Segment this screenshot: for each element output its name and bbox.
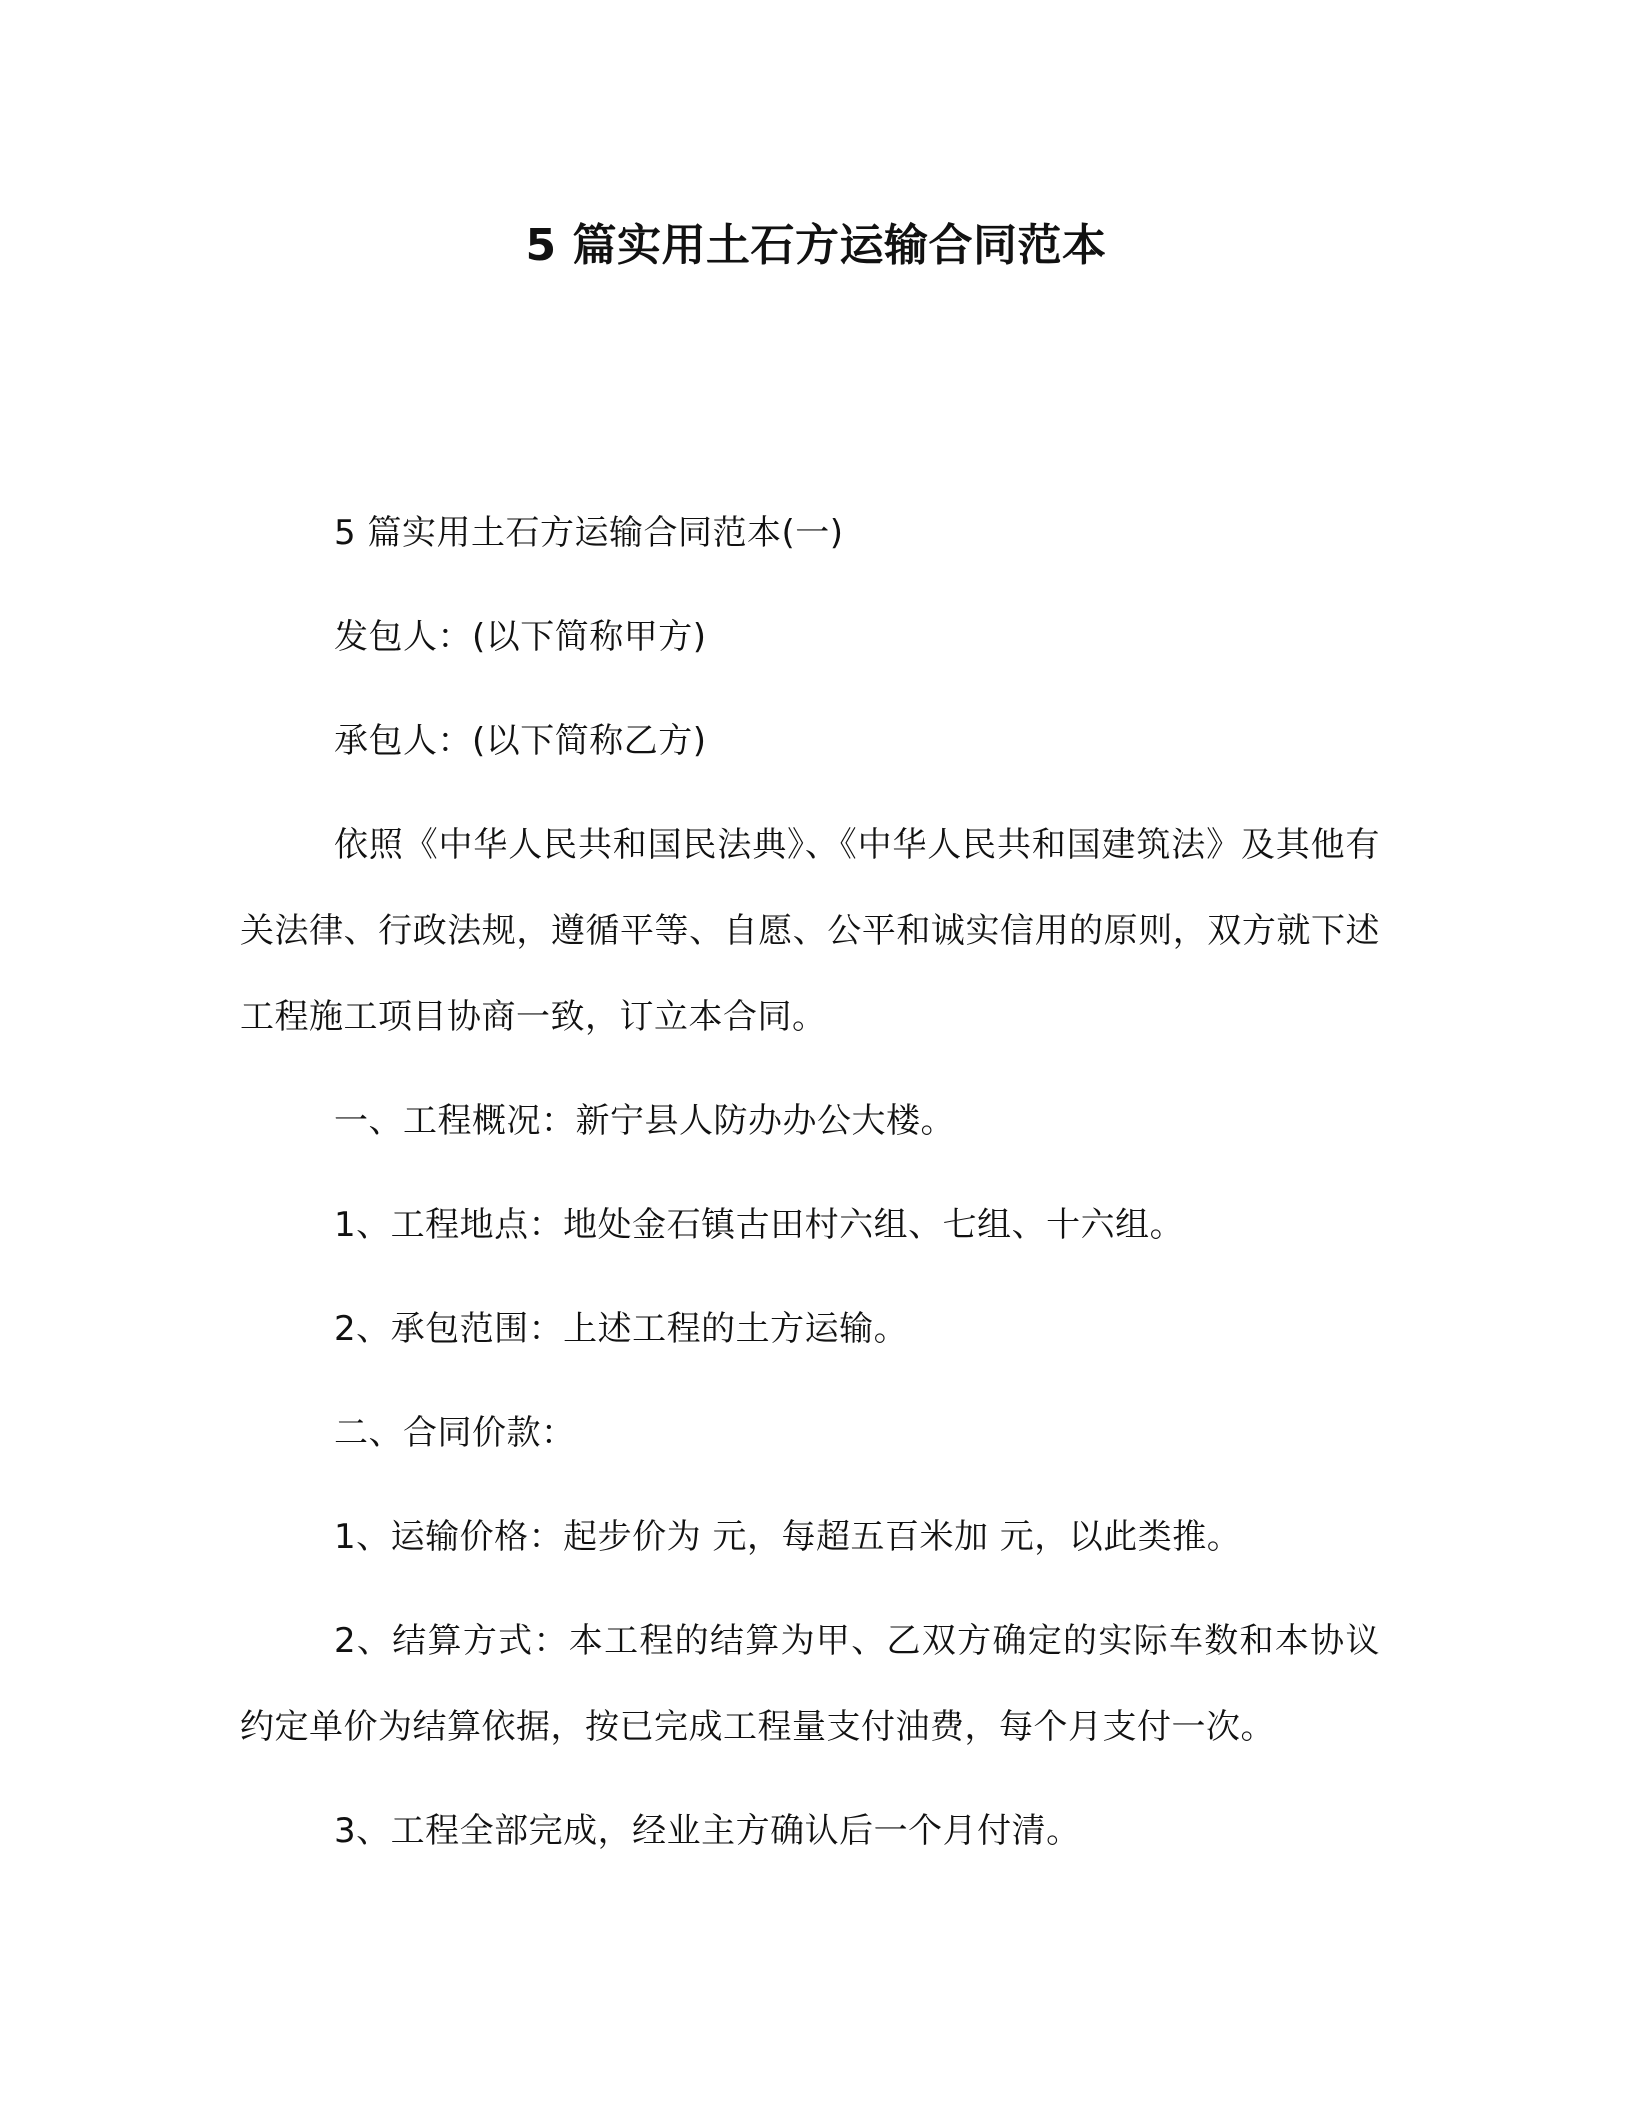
document-title: 5 篇实用土石方运输合同范本 (525, 220, 1107, 271)
preamble-paragraph: 依照《中华人民共和国民法典》、《中华人民共和国建筑法》及其他有关法律、行政法规，遵循平等、自愿、公平和诚实信用的原则，双方就下述工程施工项目协商一致，订立本合同。 (240, 825, 1380, 1037)
clause-settlement-method: 2、结算方式：本工程的结算为甲、乙双方确定的实际车数和本协议约定单价为结算依据，按已完成工程量支付油费，每个月支付一次。 (240, 1621, 1380, 1747)
clause-contract-scope: 2、承包范围：上述工程的土方运输。 (334, 1309, 909, 1349)
party-a-line: 发包人：(以下简称甲方) (334, 617, 707, 657)
party-b-line: 承包人：(以下简称乙方) (334, 721, 707, 761)
clause-project-overview: 一、工程概况：新宁县人防办办公大楼。 (334, 1101, 955, 1141)
clause-project-location: 1、工程地点：地处金石镇古田村六组、七组、十六组。 (334, 1205, 1185, 1245)
clause-contract-price-heading: 二、合同价款： (334, 1413, 576, 1453)
section-heading: 5 篇实用土石方运输合同范本(一) (334, 513, 844, 553)
clause-transport-price: 1、运输价格：起步价为 元，每超五百米加 元，以此类推。 (334, 1517, 1242, 1557)
clause-final-payment: 3、工程全部完成，经业主方确认后一个月付清。 (334, 1811, 1081, 1851)
document-body (240, 490, 1380, 1892)
